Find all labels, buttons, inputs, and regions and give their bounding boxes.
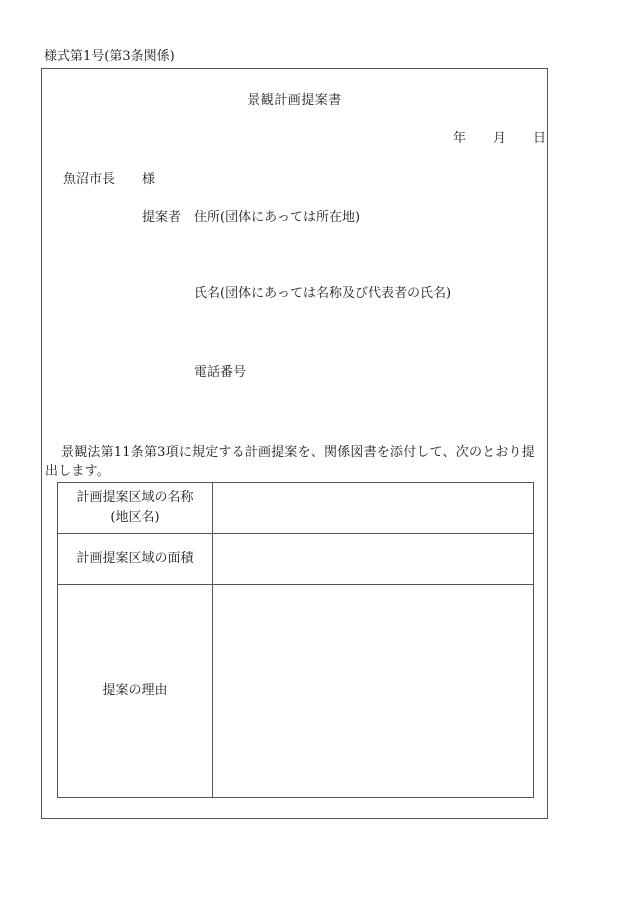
district-name-label: (地区名) bbox=[110, 510, 160, 525]
proposer-label: 提案者 bbox=[142, 210, 182, 225]
addressee: 魚沼市長 bbox=[63, 172, 116, 187]
document-title: 景観計画提案書 bbox=[247, 93, 342, 108]
area-name-header bbox=[58, 483, 213, 534]
table-row-reason bbox=[58, 585, 534, 798]
table-row-area-size bbox=[58, 534, 534, 585]
table-row-area-name bbox=[58, 483, 534, 534]
form-number-label: 様式第1号(第3条関係) bbox=[44, 49, 175, 64]
area-name-field[interactable] bbox=[213, 483, 534, 534]
honorific: 様 bbox=[142, 172, 156, 187]
phone-label: 電話番号 bbox=[194, 365, 247, 380]
date-year-label: 年 bbox=[453, 131, 467, 146]
address-label: 住所(団体にあっては所在地) bbox=[194, 210, 361, 225]
name-label: 氏名(団体にあっては名称及び代表者の氏名) bbox=[194, 286, 452, 301]
area-size-label: 計画提案区域の面積 bbox=[58, 534, 213, 585]
submission-statement: 景観法第11条第3項に規定する計画提案を、関係図書を添付して、次のとおり提出します。 bbox=[45, 445, 535, 479]
area-size-field[interactable] bbox=[213, 534, 534, 585]
date-month-label: 月 bbox=[493, 131, 507, 146]
reason-field[interactable] bbox=[213, 585, 534, 798]
proposal-form-frame bbox=[41, 68, 548, 819]
date-day-label: 日 bbox=[533, 131, 547, 146]
reason-label: 提案の理由 bbox=[58, 585, 213, 798]
proposal-details-table bbox=[57, 482, 534, 798]
area-name-label: 計画提案区域の名称 bbox=[76, 490, 194, 505]
